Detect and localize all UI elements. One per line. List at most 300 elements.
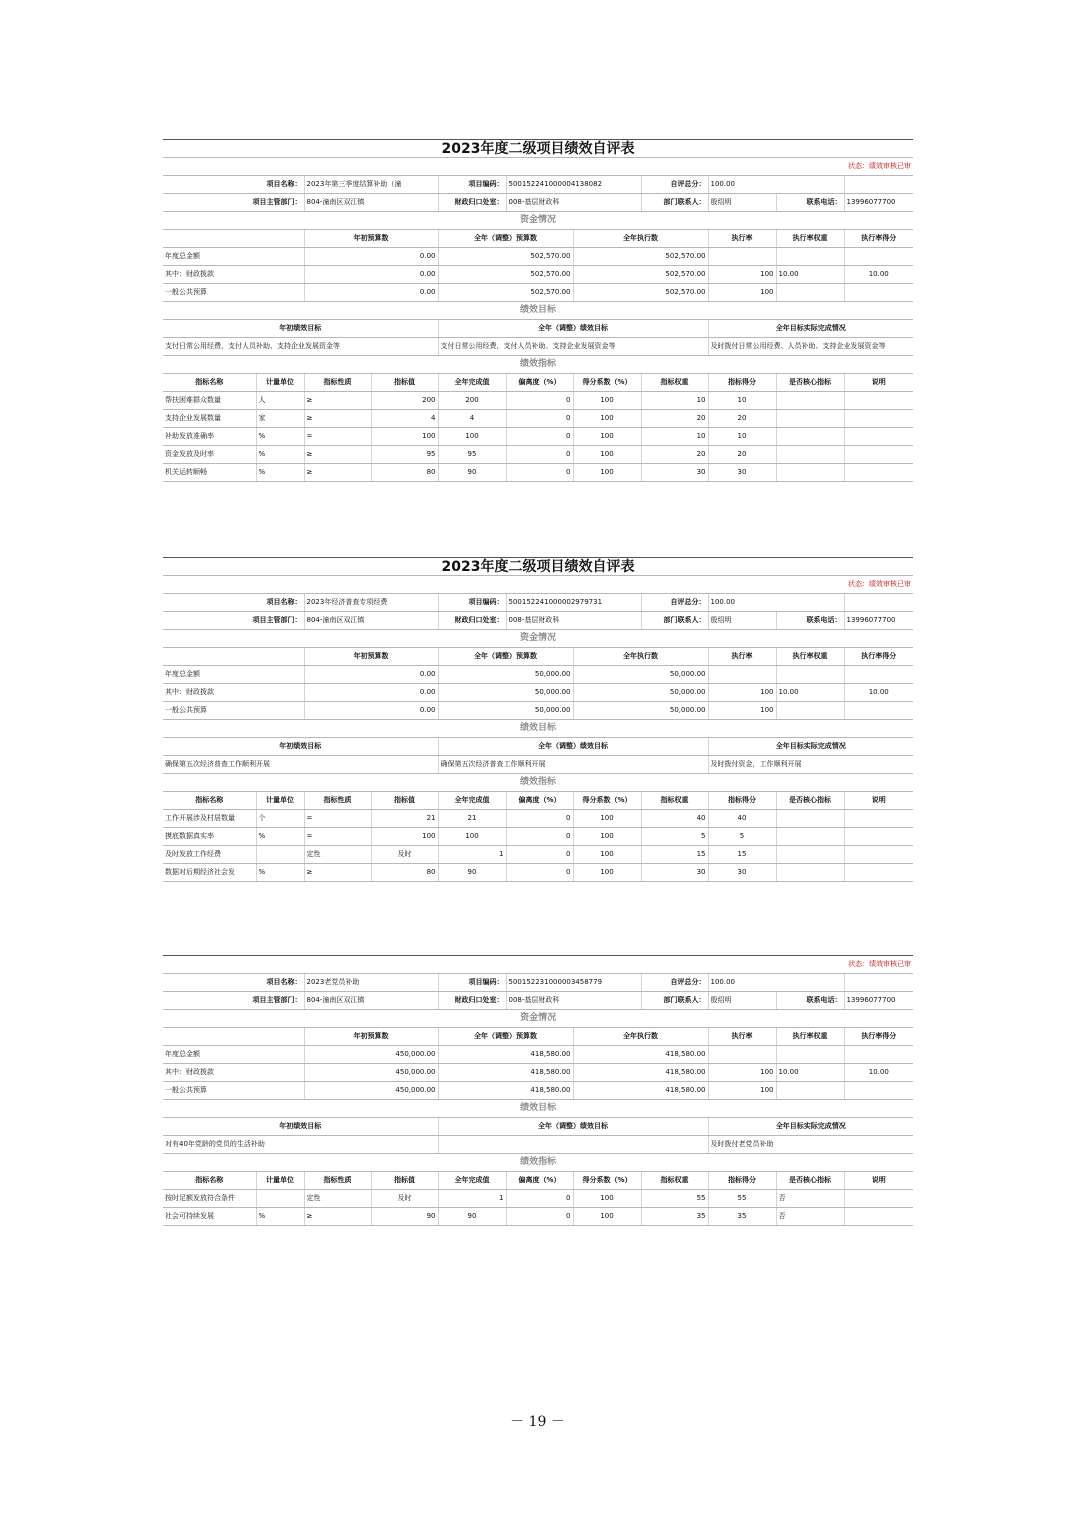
fund-header: 年初预算数 (304, 1028, 438, 1046)
fund-initial: 0.00 (304, 284, 438, 302)
dept-label: 项目主管部门： (163, 194, 304, 212)
phone-value: 13996077700 (844, 194, 913, 212)
indicator-row (163, 464, 913, 482)
indicator-header: 说明 (844, 792, 913, 810)
fund-row (163, 666, 913, 684)
goals-section-title: 绩效目标 (163, 720, 913, 738)
goal-header: 年初绩效目标 (163, 738, 438, 756)
fund-rate: 100 (708, 266, 776, 284)
indicator-row (163, 864, 913, 882)
indicator-note (844, 1190, 913, 1208)
indicator-header: 指标权重 (641, 1172, 708, 1190)
indicator-header: 指标值 (371, 792, 438, 810)
fund-header: 执行率得分 (844, 1028, 913, 1046)
goal-header: 全年目标实际完成情况 (708, 738, 913, 756)
project-code-value: 500152241000002979731 (506, 594, 641, 612)
phone-label: 联系电话： (776, 992, 844, 1010)
indicator-actual: 90 (438, 1208, 506, 1226)
indicator-target: 及时 (371, 1190, 438, 1208)
indicator-core (776, 810, 844, 828)
indicator-header: 指标名称 (163, 792, 256, 810)
indicator-header: 指标得分 (708, 1172, 776, 1190)
indicator-name: 摸底数据真实率 (163, 828, 256, 846)
indicator-note (844, 828, 913, 846)
indicator-header: 得分系数（%） (573, 1172, 641, 1190)
indicator-coef: 100 (573, 828, 641, 846)
indicator-actual: 100 (438, 428, 506, 446)
phone-value: 13996077700 (844, 612, 913, 630)
contact-label: 部门联系人： (641, 194, 708, 212)
fund-row (163, 1046, 913, 1064)
indicator-target: 80 (371, 864, 438, 882)
funds-section-title: 资金情况 (163, 630, 913, 648)
indicator-header: 指标权重 (641, 792, 708, 810)
indicator-header: 说明 (844, 1172, 913, 1190)
indicator-core (776, 846, 844, 864)
indicator-name: 帮扶困难群众数量 (163, 392, 256, 410)
indicator-deviation: 0 (506, 864, 573, 882)
project-code-value: 500152231000003458779 (506, 974, 641, 992)
indicator-note (844, 446, 913, 464)
indicator-unit: 个 (256, 810, 304, 828)
indicator-row (163, 846, 913, 864)
indicator-unit (256, 1190, 304, 1208)
project-name-label: 项目名称： (163, 176, 304, 194)
fund-header: 全年（调整）预算数 (438, 648, 573, 666)
indicator-name: 按时足额发放符合条件 (163, 1190, 256, 1208)
fund-executed: 50,000.00 (573, 684, 708, 702)
indicator-core (776, 410, 844, 428)
indicator-name: 资金发放及时率 (163, 446, 256, 464)
indicator-name: 补助发放准确率 (163, 428, 256, 446)
indicator-note (844, 428, 913, 446)
project-name-value: 2023年第三季度结算补助（潼 (304, 176, 438, 194)
goal-initial: 支付日常公用经费，支付人员补助、支持企业发展资金等 (163, 338, 438, 356)
fund-score (844, 248, 913, 266)
indicator-score: 10 (708, 392, 776, 410)
project-code-value: 500152241000004138082 (506, 176, 641, 194)
indicator-score: 40 (708, 810, 776, 828)
fund-row-label: 年度总金额 (163, 248, 304, 266)
fund-row (163, 266, 913, 284)
fund-rate: 100 (708, 1082, 776, 1100)
indicator-actual: 90 (438, 864, 506, 882)
goal-header: 全年目标实际完成情况 (708, 320, 913, 338)
indicators-section-title: 绩效指标 (163, 774, 913, 792)
fund-rate (708, 248, 776, 266)
indicator-name: 数据对后期经济社会发 (163, 864, 256, 882)
fund-executed: 418,580.00 (573, 1064, 708, 1082)
fund-weight: 10.00 (776, 1064, 844, 1082)
project-code-label: 项目编码： (438, 974, 506, 992)
indicator-header: 偏离度（%） (506, 374, 573, 392)
fund-weight (776, 284, 844, 302)
indicator-name: 工作开展涉及村居数量 (163, 810, 256, 828)
fund-executed: 50,000.00 (573, 666, 708, 684)
indicator-weight: 40 (641, 810, 708, 828)
goal-adjusted: 确保第五次经济普查工作顺利开展 (438, 756, 708, 774)
indicator-deviation: 0 (506, 1190, 573, 1208)
fund-row (163, 684, 913, 702)
goal-initial: 确保第五次经济普查工作顺利开展 (163, 756, 438, 774)
indicator-coef: 100 (573, 464, 641, 482)
indicator-deviation: 0 (506, 428, 573, 446)
indicator-target: 90 (371, 1208, 438, 1226)
indicator-nature: ≥ (304, 446, 371, 464)
fund-rate: 100 (708, 702, 776, 720)
indicator-nature: 定性 (304, 1190, 371, 1208)
contact-value: 殷绍明 (708, 992, 776, 1010)
indicator-weight: 30 (641, 464, 708, 482)
contact-value: 殷绍明 (708, 612, 776, 630)
indicator-header: 偏离度（%） (506, 792, 573, 810)
indicator-score: 20 (708, 446, 776, 464)
indicator-unit: 家 (256, 410, 304, 428)
indicator-coef: 100 (573, 446, 641, 464)
project-name-value: 2023年经济普查专项经费 (304, 594, 438, 612)
indicator-header: 得分系数（%） (573, 792, 641, 810)
goal-adjusted: 支付日常公用经费，支付人员补助、支持企业发展资金等 (438, 338, 708, 356)
indicator-row (163, 410, 913, 428)
indicators-section-title: 绩效指标 (163, 356, 913, 374)
contact-value: 殷绍明 (708, 194, 776, 212)
indicator-nature: = (304, 428, 371, 446)
project-code-label: 项目编码： (438, 594, 506, 612)
indicator-actual: 1 (438, 846, 506, 864)
indicator-header: 指标名称 (163, 1172, 256, 1190)
indicator-header: 说明 (844, 374, 913, 392)
self-score-value: 100.00 (708, 176, 844, 194)
fund-row (163, 248, 913, 266)
goal-header: 年初绩效目标 (163, 320, 438, 338)
fund-row-label: 一般公共预算 (163, 702, 304, 720)
indicator-name: 社会可持续发展 (163, 1208, 256, 1226)
indicator-note (844, 1208, 913, 1226)
fund-header: 执行率权重 (776, 648, 844, 666)
dept-value: 804-潼南区双江镇 (304, 194, 438, 212)
indicator-target: 80 (371, 464, 438, 482)
indicator-unit: % (256, 1208, 304, 1226)
fund-initial: 0.00 (304, 666, 438, 684)
fund-adjusted: 502,570.00 (438, 266, 573, 284)
indicator-core (776, 464, 844, 482)
indicator-unit: % (256, 446, 304, 464)
fund-score (844, 666, 913, 684)
evaluation-table (163, 557, 913, 882)
indicator-core (776, 428, 844, 446)
form-title: 2023年度二级项目绩效自评表 (163, 140, 913, 158)
fund-initial: 0.00 (304, 266, 438, 284)
indicator-target: 100 (371, 428, 438, 446)
goals-section-title: 绩效目标 (163, 302, 913, 320)
indicator-note (844, 392, 913, 410)
fund-adjusted: 502,570.00 (438, 248, 573, 266)
indicator-header: 指标值 (371, 374, 438, 392)
indicator-row (163, 810, 913, 828)
indicator-row (163, 428, 913, 446)
indicator-target: 4 (371, 410, 438, 428)
indicator-core: 否 (776, 1208, 844, 1226)
empty-cell (163, 230, 304, 248)
indicator-score: 15 (708, 846, 776, 864)
indicator-note (844, 410, 913, 428)
goal-header: 全年目标实际完成情况 (708, 1118, 913, 1136)
indicator-header: 是否核心指标 (776, 792, 844, 810)
fund-header: 年初预算数 (304, 230, 438, 248)
self-score-label: 自评总分： (641, 176, 708, 194)
empty-cell (844, 176, 913, 194)
indicator-target: 21 (371, 810, 438, 828)
indicator-score: 55 (708, 1190, 776, 1208)
indicator-target: 200 (371, 392, 438, 410)
indicator-coef: 100 (573, 410, 641, 428)
goal-header: 全年（调整）绩效目标 (438, 320, 708, 338)
self-score-label: 自评总分： (641, 594, 708, 612)
indicator-weight: 15 (641, 846, 708, 864)
indicator-unit: % (256, 828, 304, 846)
finance-office-value: 008-基层财政科 (506, 612, 641, 630)
fund-adjusted: 418,580.00 (438, 1082, 573, 1100)
fund-initial: 0.00 (304, 248, 438, 266)
finance-office-label: 财政归口处室： (438, 992, 506, 1010)
indicator-deviation: 0 (506, 464, 573, 482)
goal-header: 全年（调整）绩效目标 (438, 1118, 708, 1136)
funds-section-title: 资金情况 (163, 1010, 913, 1028)
fund-rate (708, 1046, 776, 1064)
indicator-actual: 95 (438, 446, 506, 464)
indicator-weight: 30 (641, 864, 708, 882)
indicator-name: 机关运转顺畅 (163, 464, 256, 482)
fund-score (844, 284, 913, 302)
indicator-nature: ≥ (304, 392, 371, 410)
fund-initial: 0.00 (304, 702, 438, 720)
indicator-weight: 20 (641, 410, 708, 428)
indicator-header: 计量单位 (256, 792, 304, 810)
indicator-score: 10 (708, 428, 776, 446)
indicator-deviation: 0 (506, 392, 573, 410)
indicator-weight: 20 (641, 446, 708, 464)
fund-header: 执行率得分 (844, 648, 913, 666)
fund-executed: 418,580.00 (573, 1082, 708, 1100)
phone-value: 13996077700 (844, 992, 913, 1010)
project-name-value: 2023老党员补助 (304, 974, 438, 992)
fund-initial: 450,000.00 (304, 1046, 438, 1064)
indicator-coef: 100 (573, 1208, 641, 1226)
indicator-core (776, 392, 844, 410)
indicator-coef: 100 (573, 428, 641, 446)
fund-score: 10.00 (844, 1064, 913, 1082)
fund-adjusted: 418,580.00 (438, 1046, 573, 1064)
indicator-nature: 定性 (304, 846, 371, 864)
indicator-header: 指标权重 (641, 374, 708, 392)
empty-cell (844, 974, 913, 992)
evaluation-form (163, 557, 913, 882)
goal-actual: 及时拨付资金，工作顺利开展 (708, 756, 913, 774)
indicator-header: 得分系数（%） (573, 374, 641, 392)
dept-label: 项目主管部门： (163, 992, 304, 1010)
fund-header: 执行率 (708, 1028, 776, 1046)
evaluation-table (163, 955, 913, 1226)
indicator-row (163, 828, 913, 846)
fund-weight: 10.00 (776, 684, 844, 702)
fund-header: 全年执行数 (573, 1028, 708, 1046)
fund-row (163, 1064, 913, 1082)
goal-actual: 及时拨付日常公用经费、人员补助、支持企业发展资金等 (708, 338, 913, 356)
self-score-value: 100.00 (708, 974, 844, 992)
phone-label: 联系电话： (776, 194, 844, 212)
fund-row-label: 年度总金额 (163, 1046, 304, 1064)
project-name-label: 项目名称： (163, 974, 304, 992)
indicator-weight: 35 (641, 1208, 708, 1226)
indicator-score: 30 (708, 864, 776, 882)
fund-weight: 10.00 (776, 266, 844, 284)
indicator-target: 100 (371, 828, 438, 846)
indicator-deviation: 0 (506, 410, 573, 428)
fund-row-label: 其中：财政拨款 (163, 266, 304, 284)
fund-row-label: 其中：财政拨款 (163, 684, 304, 702)
fund-header: 年初预算数 (304, 648, 438, 666)
indicator-header: 全年完成值 (438, 374, 506, 392)
indicators-section-title: 绩效指标 (163, 1154, 913, 1172)
fund-rate: 100 (708, 284, 776, 302)
fund-header: 全年执行数 (573, 648, 708, 666)
fund-row (163, 1082, 913, 1100)
indicator-coef: 100 (573, 846, 641, 864)
indicator-nature: = (304, 828, 371, 846)
fund-executed: 502,570.00 (573, 266, 708, 284)
indicator-target: 及时 (371, 846, 438, 864)
fund-row-label: 其中：财政拨款 (163, 1064, 304, 1082)
page-number: － 19 － (510, 1414, 565, 1430)
finance-office-label: 财政归口处室： (438, 612, 506, 630)
fund-header: 执行率 (708, 230, 776, 248)
indicator-weight: 55 (641, 1190, 708, 1208)
evaluation-form (163, 955, 913, 1226)
indicator-name: 及时发放工作经费 (163, 846, 256, 864)
indicator-header: 计量单位 (256, 1172, 304, 1190)
goal-header: 全年（调整）绩效目标 (438, 738, 708, 756)
self-score-label: 自评总分： (641, 974, 708, 992)
goals-section-title: 绩效目标 (163, 1100, 913, 1118)
indicator-row (163, 1208, 913, 1226)
project-code-label: 项目编码： (438, 176, 506, 194)
indicator-header: 全年完成值 (438, 1172, 506, 1190)
indicator-note (844, 846, 913, 864)
fund-rate (708, 666, 776, 684)
indicator-deviation: 0 (506, 810, 573, 828)
contact-label: 部门联系人： (641, 992, 708, 1010)
indicator-actual: 90 (438, 464, 506, 482)
fund-row-label: 一般公共预算 (163, 284, 304, 302)
indicator-unit: 人 (256, 392, 304, 410)
indicator-nature: ≥ (304, 1208, 371, 1226)
indicator-nature: ≥ (304, 464, 371, 482)
self-score-value: 100.00 (708, 594, 844, 612)
finance-office-label: 财政归口处室： (438, 194, 506, 212)
fund-header: 执行率权重 (776, 1028, 844, 1046)
fund-header: 全年（调整）预算数 (438, 230, 573, 248)
fund-adjusted: 50,000.00 (438, 702, 573, 720)
fund-score (844, 1046, 913, 1064)
empty-cell (163, 648, 304, 666)
fund-initial: 450,000.00 (304, 1082, 438, 1100)
fund-header: 全年（调整）预算数 (438, 1028, 573, 1046)
indicator-weight: 10 (641, 392, 708, 410)
indicator-nature: = (304, 810, 371, 828)
dept-value: 804-潼南区双江镇 (304, 992, 438, 1010)
indicator-nature: ≥ (304, 864, 371, 882)
fund-row-label: 年度总金额 (163, 666, 304, 684)
indicator-unit: % (256, 428, 304, 446)
indicator-row (163, 1190, 913, 1208)
fund-adjusted: 418,580.00 (438, 1064, 573, 1082)
indicator-header: 指标性质 (304, 792, 371, 810)
indicator-header: 指标得分 (708, 792, 776, 810)
dept-label: 项目主管部门： (163, 612, 304, 630)
fund-adjusted: 50,000.00 (438, 666, 573, 684)
indicator-score: 20 (708, 410, 776, 428)
finance-office-value: 008-基层财政科 (506, 992, 641, 1010)
indicator-actual: 200 (438, 392, 506, 410)
fund-row (163, 702, 913, 720)
fund-weight (776, 1082, 844, 1100)
fund-score (844, 1082, 913, 1100)
indicator-header: 指标性质 (304, 374, 371, 392)
goal-header: 年初绩效目标 (163, 1118, 438, 1136)
phone-label: 联系电话： (776, 612, 844, 630)
indicator-header: 是否核心指标 (776, 1172, 844, 1190)
indicator-core (776, 828, 844, 846)
fund-row (163, 284, 913, 302)
fund-weight (776, 702, 844, 720)
indicator-weight: 10 (641, 428, 708, 446)
indicator-deviation: 0 (506, 828, 573, 846)
fund-weight (776, 666, 844, 684)
empty-cell (844, 594, 913, 612)
fund-initial: 0.00 (304, 684, 438, 702)
fund-weight (776, 1046, 844, 1064)
fund-executed: 50,000.00 (573, 702, 708, 720)
indicator-score: 30 (708, 464, 776, 482)
indicator-unit: % (256, 864, 304, 882)
indicator-actual: 4 (438, 410, 506, 428)
indicator-target: 95 (371, 446, 438, 464)
fund-score: 10.00 (844, 684, 913, 702)
fund-adjusted: 50,000.00 (438, 684, 573, 702)
evaluation-form (163, 139, 913, 482)
form-title: 2023年度二级项目绩效自评表 (163, 558, 913, 576)
fund-header: 全年执行数 (573, 230, 708, 248)
indicator-core (776, 446, 844, 464)
funds-section-title: 资金情况 (163, 212, 913, 230)
indicator-actual: 1 (438, 1190, 506, 1208)
fund-executed: 418,580.00 (573, 1046, 708, 1064)
fund-header: 执行率 (708, 648, 776, 666)
evaluation-table (163, 139, 913, 482)
indicator-note (844, 464, 913, 482)
fund-adjusted: 502,570.00 (438, 284, 573, 302)
indicator-score: 35 (708, 1208, 776, 1226)
dept-value: 804-潼南区双江镇 (304, 612, 438, 630)
fund-score (844, 702, 913, 720)
indicator-header: 计量单位 (256, 374, 304, 392)
fund-initial: 450,000.00 (304, 1064, 438, 1082)
indicator-actual: 100 (438, 828, 506, 846)
finance-office-value: 008-基层财政科 (506, 194, 641, 212)
indicator-header: 指标名称 (163, 374, 256, 392)
status-badge: 状态：绩效审核已审 (163, 576, 913, 594)
goal-adjusted (438, 1136, 708, 1154)
